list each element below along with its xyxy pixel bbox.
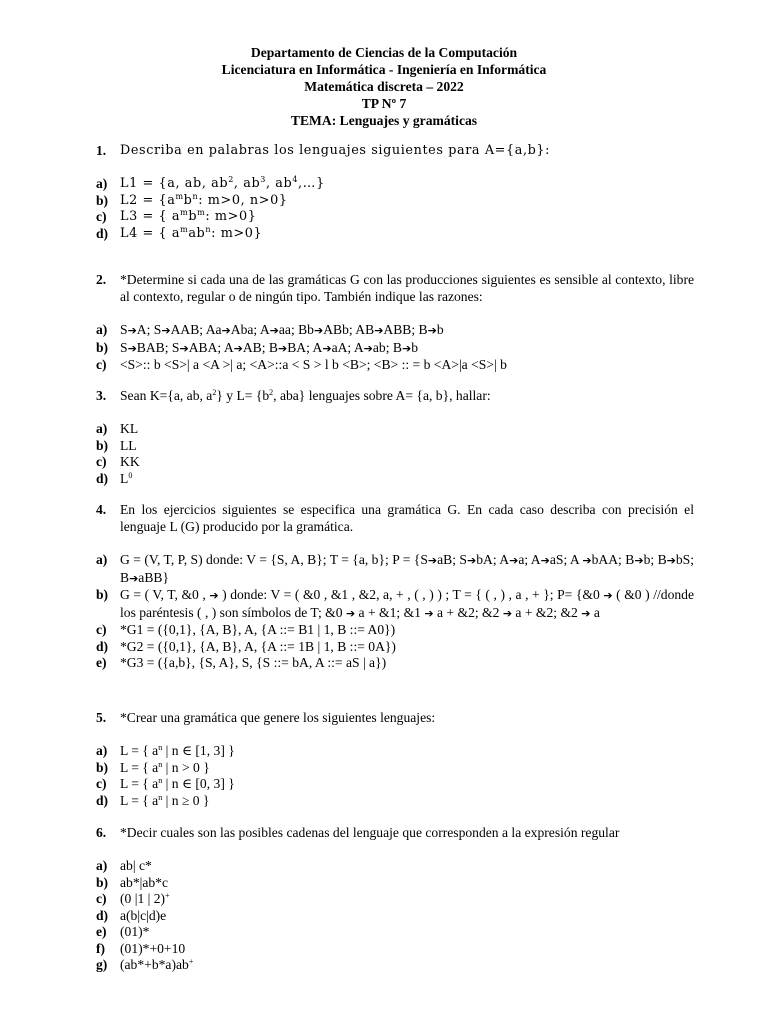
list-item: b) L = { $a^n$ | n > 0 } — [96, 759, 210, 775]
list-item: a) KL — [96, 421, 139, 436]
right-arrow-icon: ➔ — [179, 341, 189, 355]
right-arrow-icon: ➔ — [582, 554, 592, 567]
question-number: 1. — [96, 143, 107, 158]
right-arrow-icon: ➔ — [221, 324, 231, 337]
list-item: a) L = { $a^n$ | n ∈ [1, 3] } — [96, 743, 235, 758]
right-arrow-icon: ➔ — [374, 324, 384, 337]
question-1 — [96, 142, 694, 242]
right-arrow-icon: ➔ — [401, 341, 412, 355]
right-arrow-icon: ➔ — [127, 324, 137, 337]
question-number: 3. — [96, 388, 107, 403]
right-arrow-icon: ➔ — [427, 324, 437, 337]
right-arrow-icon: ➔ — [363, 341, 373, 355]
list-item: a) L1 = {a, ab, $ab^2$, $ab^3$, $ab^4,\dots$} — [96, 175, 325, 191]
right-arrow-icon: ➔ — [634, 554, 644, 567]
list-item: b) S➔BAB; S➔ABA; A➔AB; B➔BA; A➔aA; A➔ab; B➔b — [96, 339, 418, 355]
header-course: Matemática discreta – 2022 — [304, 79, 464, 94]
question-number: 5. — [96, 710, 107, 725]
question-text: *Crear una gramática que genere los siguientes lenguajes: — [120, 710, 436, 725]
list-item: c) KK — [96, 454, 140, 469]
list-item: c) (0 |1 | 2)+ — [96, 891, 170, 906]
list-item: d) $L^0$ — [96, 470, 133, 486]
list-item: a) ab| c* — [96, 858, 152, 873]
list-item: g) (ab*+b*a)ab+ — [96, 957, 194, 972]
header-tp-number: TP Nº 7 — [361, 96, 407, 111]
question-number: 2. — [96, 272, 107, 287]
right-arrow-icon: ➔ — [278, 341, 288, 355]
right-arrow-icon: ➔ — [127, 341, 137, 355]
right-arrow-icon: ➔ — [345, 606, 356, 620]
list-item: e) (01)* — [96, 924, 150, 939]
right-arrow-icon: ➔ — [540, 554, 550, 567]
right-arrow-icon: ➔ — [509, 554, 519, 567]
list-item: c) L3 = { $a^mb^m$: m>0} — [96, 208, 257, 224]
list-item: b) G = ( V, T, &0 , ➔ ) donde: V = ( &0 , &1 , &2, a, + , ( , ) ) ; T = { ( , ) , a , + }; P= {&0 ➔ ( &0 ) //donde los paréntesis ( , ) son símbolos de T; &0 ➔ a + &1; &1 ➔ a + &2; &2 ➔ a + &2; &2 ➔ a — [96, 587, 695, 620]
question-text: En los ejercicios siguientes se especifica una gramática G. En cada caso describa con precisión el lenguaje L (G) producido por la gramática. — [120, 502, 694, 534]
question-text: Sean K={a, ab, $a^2$} y $L= \{b^2$, aba} lenguajes sobre A= {a, b}, hallar: — [120, 388, 491, 403]
header-topic: TEMA: Lenguajes y gramáticas — [290, 113, 478, 128]
right-arrow-icon: ➔ — [502, 606, 513, 620]
right-arrow-icon: ➔ — [129, 571, 139, 585]
list-item: d) a(b|c|d)e — [96, 907, 167, 923]
right-arrow-icon: ➔ — [666, 554, 676, 567]
question-text: *Decir cuales son las posibles cadenas del lenguaje que corresponden a la expresión regular — [120, 825, 620, 840]
question-6 — [96, 824, 694, 974]
list-item: b) LL — [96, 437, 137, 453]
question-2 — [96, 271, 694, 374]
list-item: d) *G2 = ({0,1}, {A, B}, A, {A ::= 1B | 1, B ::= 0A}) — [96, 638, 396, 654]
right-arrow-icon: ➔ — [209, 589, 219, 602]
right-arrow-icon: ➔ — [427, 554, 438, 567]
right-arrow-icon: ➔ — [313, 324, 324, 337]
list-item: a) G = (V, T, P, S) donde: V = {S, A, B}; T = {a, b}; P = {S➔aB; S➔bA; A➔a; A➔aS; A ➔bAA; B➔b; B➔bS; B➔aBB} — [96, 552, 694, 585]
list-item: f) (01)*+0+10 — [96, 940, 186, 956]
right-arrow-icon: ➔ — [233, 341, 243, 355]
right-arrow-icon: ➔ — [269, 324, 279, 337]
list-item: c) L = { $a^n$ | n ∈ [0, 3] } — [96, 776, 235, 791]
list-item: d) L4 = { $a^mab^n$: m>0} — [96, 224, 263, 241]
question-number: 4. — [96, 502, 107, 517]
right-arrow-icon: ➔ — [603, 589, 613, 602]
question-4 — [96, 501, 694, 672]
right-arrow-icon: ➔ — [161, 324, 171, 337]
header-degrees: Licenciatura en Informática - Ingeniería en Informática — [221, 62, 547, 77]
header-department: Departamento de Ciencias de la Computación — [250, 45, 518, 60]
list-item: b) $L2 = \{a^mb^n$: m>0, n>0} — [96, 191, 288, 208]
question-3 — [96, 387, 694, 487]
question-5 — [96, 709, 694, 809]
right-arrow-icon: ➔ — [466, 554, 477, 567]
list-item: c) <S>:: b <S>| a <A >| a; <A>::a < S > l b <B>; <B> :: = b <A>|a <S>| b — [96, 357, 507, 372]
right-arrow-icon: ➔ — [424, 606, 434, 620]
question-text: Describa en palabras los lenguajes siguientes para A={a,b}: — [120, 143, 551, 158]
list-item: e) *G3 = ({a,b}, {S, A}, S, {S ::= bA, A ::= aS | a}) — [96, 655, 387, 670]
list-item: a) S➔A; S➔AAB; Aa➔Aba; A➔aa; Bb➔ABb; AB➔ABB; B➔b — [96, 322, 444, 337]
right-arrow-icon: ➔ — [322, 341, 332, 355]
list-item: c) *G1 = ({0,1}, {A, B}, A, {A ::= B1 | 1, B ::= A0}) — [96, 622, 396, 637]
list-item: b) ab*|ab*c — [96, 874, 169, 890]
list-item: d) L = { $a^n$ | n ≥ 0 } — [96, 792, 210, 808]
right-arrow-icon: ➔ — [581, 606, 591, 620]
document-header — [0, 44, 768, 129]
question-text: *Determine si cada una de las gramáticas G con las producciones siguientes es sensible al contexto, libre al contexto, regular o de ningún tipo. También indique las razones: — [120, 272, 694, 304]
question-number: 6. — [96, 825, 107, 840]
